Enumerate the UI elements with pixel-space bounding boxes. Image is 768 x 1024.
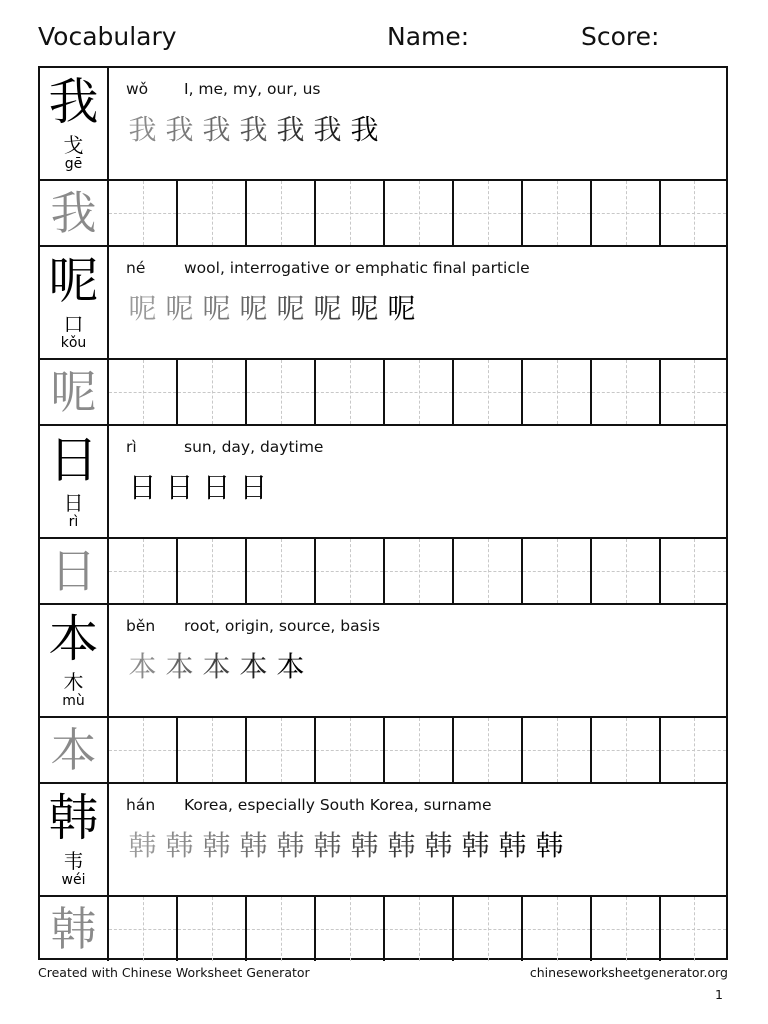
guide-line-horizontal (247, 213, 314, 214)
stroke-step: 我 (165, 113, 194, 146)
guide-line-horizontal (592, 750, 659, 751)
practice-box[interactable] (661, 181, 726, 245)
trace-cell[interactable] (40, 718, 109, 782)
trace-cell[interactable] (40, 539, 109, 603)
practice-box[interactable] (592, 360, 661, 424)
practice-box[interactable] (247, 718, 316, 782)
practice-box[interactable] (385, 718, 454, 782)
practice-box[interactable] (454, 181, 523, 245)
practice-box[interactable] (592, 897, 661, 961)
practice-box[interactable] (454, 360, 523, 424)
guide-line-horizontal (454, 750, 521, 751)
name-label: Name: (387, 22, 470, 51)
footer-credit: Created with Chinese Worksheet Generator (38, 965, 310, 980)
guide-line-horizontal (523, 213, 590, 214)
practice-box[interactable] (523, 718, 592, 782)
stroke-step: 我 (239, 113, 268, 146)
stroke-step: 韩 (239, 829, 268, 862)
stroke-step: 韩 (461, 829, 490, 862)
worksheet-header (0, 22, 768, 58)
pinyin: běn (126, 617, 156, 635)
practice-box[interactable] (385, 181, 454, 245)
practice-box[interactable] (385, 539, 454, 603)
practice-box[interactable] (385, 897, 454, 961)
practice-box[interactable] (523, 181, 592, 245)
radical-pinyin: gē (64, 156, 83, 172)
definition-text: sun, day, daytime (184, 438, 324, 456)
character-cell (40, 68, 109, 179)
trace-cell[interactable] (40, 897, 109, 961)
guide-line-horizontal (661, 213, 726, 214)
stroke-step: 日 (128, 471, 157, 504)
practice-box[interactable] (109, 897, 178, 961)
guide-line-horizontal (523, 571, 590, 572)
stroke-step: 韩 (350, 829, 379, 862)
guide-line-horizontal (316, 571, 383, 572)
vocab-entry-row (40, 247, 726, 360)
guide-line-horizontal (592, 392, 659, 393)
practice-box[interactable] (109, 539, 178, 603)
character-cell (40, 426, 109, 537)
stroke-step: 本 (165, 650, 194, 683)
definition-text: wool, interrogative or emphatic final particle (184, 259, 530, 277)
guide-line-horizontal (316, 929, 383, 930)
practice-row (40, 897, 726, 961)
pinyin: né (126, 259, 146, 277)
stroke-step: 呢 (350, 292, 379, 325)
practice-box[interactable] (592, 539, 661, 603)
stroke-step: 我 (350, 113, 379, 146)
guide-line-horizontal (661, 929, 726, 930)
stroke-step: 我 (128, 113, 157, 146)
guide-line-horizontal (385, 929, 452, 930)
stroke-order-sequence (124, 110, 383, 150)
stroke-step: 呢 (276, 292, 305, 325)
guide-line-horizontal (316, 392, 383, 393)
stroke-step: 韩 (424, 829, 453, 862)
guide-line-horizontal (661, 392, 726, 393)
guide-line-horizontal (592, 929, 659, 930)
definition-line (126, 617, 380, 635)
stroke-step: 日 (202, 471, 231, 504)
definition-text: root, origin, source, basis (184, 617, 381, 635)
practice-box[interactable] (316, 360, 385, 424)
trace-cell[interactable] (40, 360, 109, 424)
radical-pinyin: kǒu (60, 335, 87, 351)
practice-box[interactable] (661, 360, 726, 424)
guide-line-horizontal (385, 750, 452, 751)
stroke-step: 韩 (535, 829, 564, 862)
pinyin: rì (126, 438, 137, 456)
stroke-step: 我 (276, 113, 305, 146)
practice-box[interactable] (661, 718, 726, 782)
stroke-step: 我 (313, 113, 342, 146)
practice-box[interactable] (316, 897, 385, 961)
stroke-step: 本 (128, 650, 157, 683)
guide-line-horizontal (178, 571, 245, 572)
worksheet-grid (38, 66, 728, 960)
guide-line-horizontal (109, 750, 176, 751)
radical-pinyin: rì (68, 514, 79, 530)
practice-box[interactable] (592, 718, 661, 782)
character-cell (40, 605, 109, 716)
worksheet-title: Vocabulary (38, 22, 177, 51)
practice-row (40, 181, 726, 247)
guide-line-horizontal (316, 750, 383, 751)
radical-pinyin: wéi (61, 872, 86, 888)
practice-box[interactable] (454, 897, 523, 961)
practice-box[interactable] (178, 539, 247, 603)
guide-line-horizontal (592, 213, 659, 214)
practice-box[interactable] (109, 718, 178, 782)
stroke-step: 本 (239, 650, 268, 683)
definition-line (126, 259, 530, 277)
stroke-order-sequence (124, 468, 272, 508)
guide-line-horizontal (523, 392, 590, 393)
practice-box[interactable] (523, 539, 592, 603)
stroke-step: 呢 (202, 292, 231, 325)
vocab-character: 日 (48, 431, 99, 489)
guide-line-horizontal (385, 213, 452, 214)
guide-line-horizontal (454, 213, 521, 214)
guide-line-horizontal (109, 571, 176, 572)
trace-character: 日 (50, 544, 97, 598)
stroke-step: 韩 (165, 829, 194, 862)
stroke-step: 呢 (313, 292, 342, 325)
practice-box[interactable] (178, 181, 247, 245)
guide-line-horizontal (454, 571, 521, 572)
stroke-step: 韩 (498, 829, 527, 862)
character-cell (40, 784, 109, 895)
vocab-character: 韩 (48, 789, 99, 847)
practice-box[interactable] (109, 181, 178, 245)
stroke-step: 本 (276, 650, 305, 683)
guide-line-horizontal (178, 213, 245, 214)
practice-box[interactable] (178, 718, 247, 782)
practice-row (40, 360, 726, 426)
practice-box[interactable] (247, 897, 316, 961)
stroke-step: 呢 (239, 292, 268, 325)
guide-line-horizontal (385, 571, 452, 572)
guide-line-horizontal (109, 213, 176, 214)
pinyin: wǒ (126, 80, 149, 98)
trace-cell[interactable] (40, 181, 109, 245)
practice-box[interactable] (178, 897, 247, 961)
vocab-character: 本 (48, 610, 99, 668)
definition-text: I, me, my, our, us (184, 80, 321, 98)
guide-line-horizontal (661, 571, 726, 572)
radical-character: 韦 (63, 849, 84, 873)
practice-box[interactable] (247, 539, 316, 603)
practice-box[interactable] (247, 181, 316, 245)
vocab-entry-row (40, 605, 726, 718)
stroke-step: 日 (239, 471, 268, 504)
practice-box[interactable] (592, 181, 661, 245)
practice-box[interactable] (454, 539, 523, 603)
vocab-entry-row (40, 426, 726, 539)
stroke-step: 本 (202, 650, 231, 683)
trace-character: 呢 (50, 365, 97, 419)
guide-line-horizontal (316, 213, 383, 214)
guide-line-horizontal (454, 392, 521, 393)
practice-box[interactable] (316, 718, 385, 782)
guide-line-horizontal (178, 392, 245, 393)
guide-line-horizontal (523, 929, 590, 930)
stroke-step: 我 (202, 113, 231, 146)
stroke-step: 韩 (387, 829, 416, 862)
vocab-entry-row (40, 68, 726, 181)
radical-character: 口 (63, 312, 84, 336)
practice-box[interactable] (109, 360, 178, 424)
vocab-character: 呢 (48, 252, 99, 310)
guide-line-horizontal (523, 750, 590, 751)
stroke-step: 呢 (128, 292, 157, 325)
practice-box[interactable] (178, 360, 247, 424)
radical-character: 戈 (63, 133, 84, 157)
stroke-step: 韩 (202, 829, 231, 862)
trace-character: 韩 (50, 902, 97, 956)
guide-line-horizontal (178, 750, 245, 751)
stroke-order-sequence (124, 647, 309, 687)
guide-line-horizontal (247, 929, 314, 930)
page-number: 1 (715, 987, 723, 1002)
practice-box[interactable] (661, 897, 726, 961)
stroke-step: 韩 (128, 829, 157, 862)
practice-box[interactable] (523, 360, 592, 424)
stroke-order-sequence (124, 826, 568, 866)
practice-box[interactable] (316, 539, 385, 603)
guide-line-horizontal (178, 929, 245, 930)
practice-box[interactable] (523, 897, 592, 961)
character-cell (40, 247, 109, 358)
score-label: Score: (581, 22, 660, 51)
pinyin: hán (126, 796, 156, 814)
vocab-entry-row (40, 784, 726, 897)
guide-line-horizontal (247, 750, 314, 751)
stroke-step: 韩 (276, 829, 305, 862)
practice-box[interactable] (385, 360, 454, 424)
definition-line (126, 438, 323, 456)
stroke-order-sequence (124, 289, 420, 329)
guide-line-horizontal (247, 571, 314, 572)
guide-line-horizontal (247, 392, 314, 393)
practice-box[interactable] (661, 539, 726, 603)
trace-character: 本 (50, 723, 97, 777)
practice-box[interactable] (316, 181, 385, 245)
guide-line-horizontal (661, 750, 726, 751)
footer-url: chineseworksheetgenerator.org (529, 965, 728, 980)
radical-character: 日 (63, 491, 84, 515)
stroke-step: 呢 (387, 292, 416, 325)
radical-pinyin: mù (62, 693, 85, 709)
definition-line (126, 796, 492, 814)
stroke-step: 韩 (313, 829, 342, 862)
guide-line-horizontal (592, 571, 659, 572)
practice-row (40, 539, 726, 605)
guide-line-horizontal (385, 392, 452, 393)
radical-character: 木 (63, 670, 84, 694)
guide-line-horizontal (109, 929, 176, 930)
practice-row (40, 718, 726, 784)
trace-character: 我 (50, 186, 97, 240)
practice-box[interactable] (247, 360, 316, 424)
guide-line-horizontal (454, 929, 521, 930)
practice-box[interactable] (454, 718, 523, 782)
vocab-character: 我 (48, 73, 99, 131)
stroke-step: 呢 (165, 292, 194, 325)
definition-line (126, 80, 320, 98)
definition-text: Korea, especially South Korea, surname (184, 796, 492, 814)
stroke-step: 日 (165, 471, 194, 504)
guide-line-horizontal (109, 392, 176, 393)
